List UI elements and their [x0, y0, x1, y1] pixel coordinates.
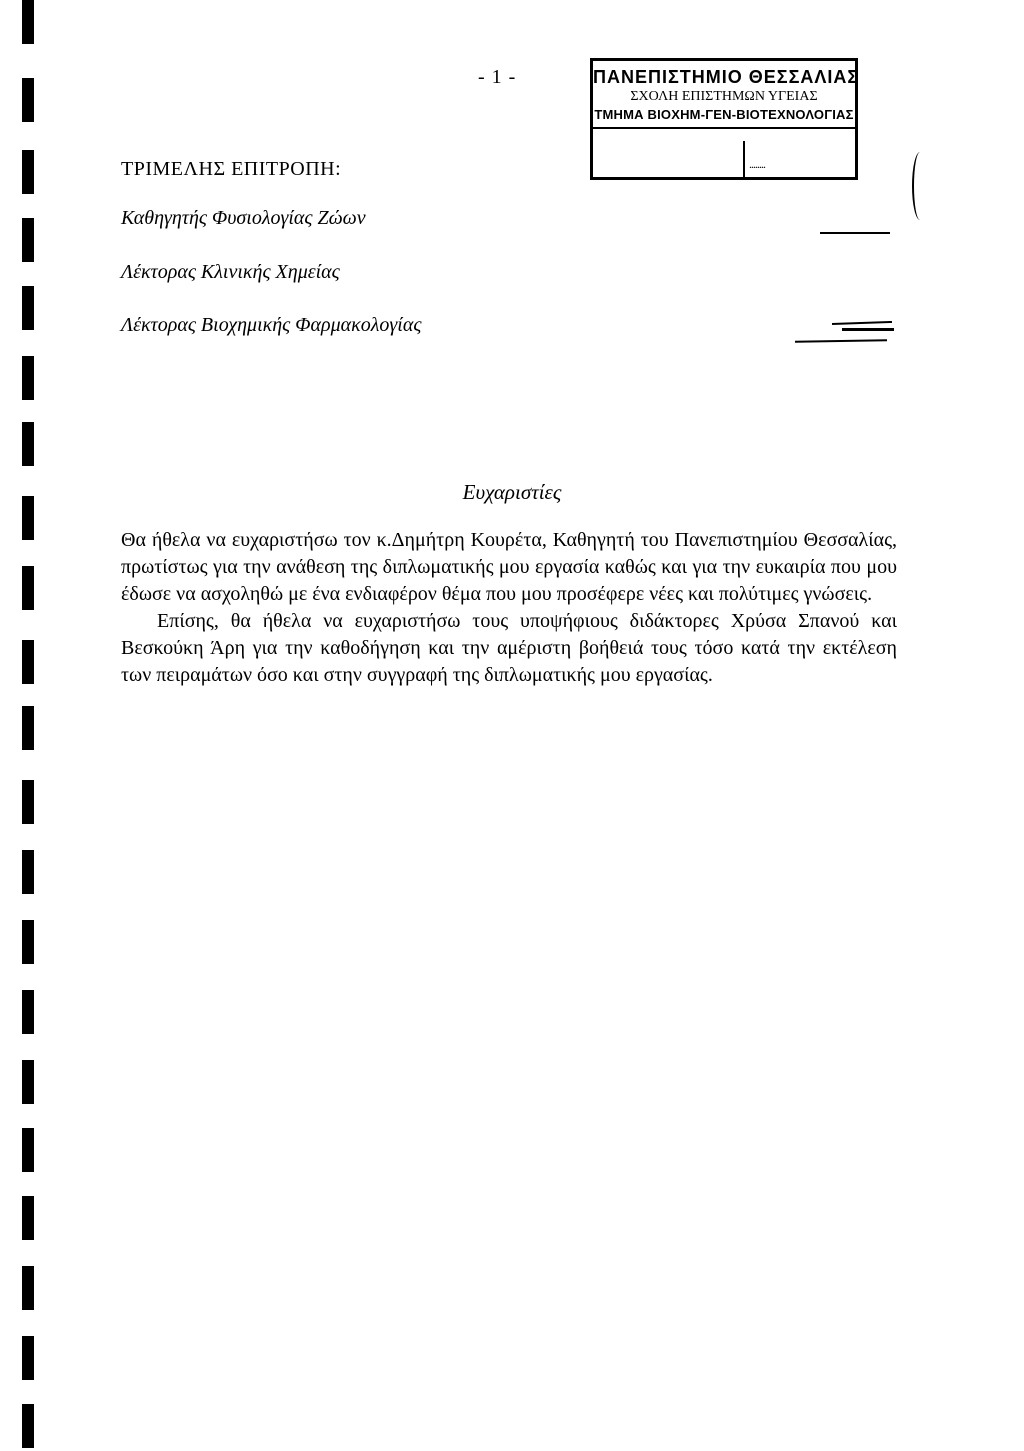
binder-hole-mark: [22, 218, 34, 262]
signature-line: [795, 339, 887, 343]
page-number: - 1 -: [478, 66, 517, 88]
binder-hole-mark: [22, 150, 34, 194]
signature-line: [832, 321, 892, 325]
stamp-dots: ........: [749, 157, 765, 171]
binder-hole-mark: [22, 1404, 34, 1448]
binder-hole-mark: [22, 1196, 34, 1240]
stamp-university: ΠΑΝΕΠΙΣΤΗΜΙΟ ΘΕΣΣΑΛΙΑΣ: [593, 67, 860, 87]
university-stamp: [590, 58, 858, 180]
acknowledgements-paragraph: Επίσης, θα ήθελα να ευχαριστήσω τους υποψήφιους διδάκτορες Χρύσα Σπανού και Βεσκούκη Άρη για την καθοδήγηση και την αμέριστη βοήθειά τους τόσο κατά την εκτέλεση των πειραμάτων όσο και στην συγγραφή της διπλωματικής μου εργασίας.: [121, 610, 897, 686]
binder-hole-mark: [22, 920, 34, 964]
acknowledgements-paragraph: Θα ήθελα να ευχαριστήσω τον κ.Δημήτρη Κουρέτα, Καθηγητή του Πανεπιστημίου Θεσσαλίας, πρωτίστως για την ανάθεση της διπλωματικής μου εργασία καθώς και για την ευκαιρία που μου έδωσε να ασχοληθώ με ένα ενδιαφέρον θέμα που μου προσέφερε νέες και πολύτιμες γνώσεις.: [121, 529, 897, 605]
binder-hole-mark: [22, 422, 34, 466]
binder-hole-mark: [22, 1266, 34, 1310]
binder-hole-mark: [22, 640, 34, 684]
committee-member: Καθηγητής Φυσιολογίας Ζώων: [121, 207, 366, 229]
binder-hole-mark: [22, 850, 34, 894]
committee-member: Λέκτορας Βιοχημικής Φαρμακολογίας: [121, 314, 422, 336]
binder-hole-mark: [22, 286, 34, 330]
signature-line: [842, 328, 894, 331]
binder-hole-mark: [22, 1060, 34, 1104]
binder-hole-mark: [22, 356, 34, 400]
binder-hole-mark: [22, 78, 34, 122]
binder-hole-mark: [22, 566, 34, 610]
binder-hole-mark: [22, 1336, 34, 1380]
binder-hole-mark: [22, 706, 34, 750]
stamp-department: ΤΜΗΜΑ ΒΙΟΧΗΜ-ΓΕΝ-ΒΙΟΤΕΧΝΟΛΟΓΙΑΣ: [594, 107, 854, 122]
signature-mark: [912, 152, 928, 220]
acknowledgements-body: [121, 527, 897, 689]
binder-hole-mark: [22, 1128, 34, 1172]
binder-hole-mark: [22, 780, 34, 824]
stamp-school: ΣΧΟΛΗ ΕΠΙΣΤΗΜΩΝ ΥΓΕΙΑΣ: [630, 89, 818, 104]
committee-heading: ΤΡΙΜΕΛΗΣ ΕΠΙΤΡΟΠΗ:: [121, 158, 342, 180]
binder-hole-mark: [22, 0, 34, 44]
committee-member: Λέκτορας Κλινικής Χημείας: [121, 261, 340, 283]
signature-line: [820, 232, 890, 234]
binder-edge: [0, 0, 44, 1451]
stamp-divider: [593, 127, 855, 129]
acknowledgements-title: Ευχαριστίες: [462, 480, 562, 504]
stamp-tick: [743, 141, 745, 179]
binder-hole-mark: [22, 990, 34, 1034]
